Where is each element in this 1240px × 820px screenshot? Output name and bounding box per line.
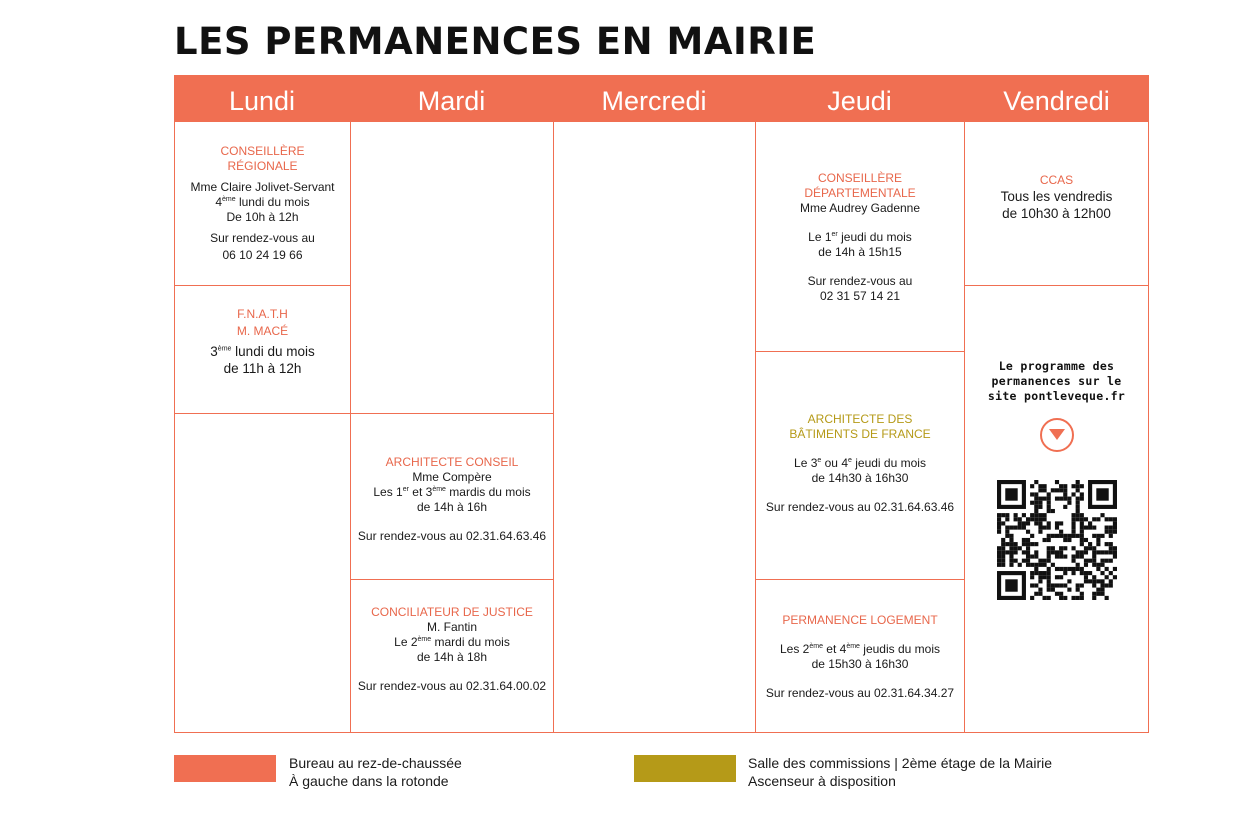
jeudi-conseillere-departementale-cell	[755, 121, 965, 352]
person-name: Mme Compère	[412, 470, 492, 484]
schedule-hours: de 14h à 15h15	[818, 245, 902, 259]
mardi-conciliateur-cell	[350, 579, 554, 733]
day-header-vendredi: Vendredi	[1003, 86, 1110, 116]
mercredi-empty-cell	[553, 121, 756, 733]
schedule-day: Tous les vendredis	[1000, 189, 1113, 204]
lundi-conseillere-regionale-cell	[174, 121, 351, 286]
down-arrow-circle-icon	[1040, 418, 1074, 452]
cell-title: CONCILIATEUR DE JUSTICE	[371, 605, 533, 619]
cell-title: M. MACÉ	[236, 324, 289, 338]
schedule-day: Le 3e ou 4e jeudi du mois	[794, 456, 926, 470]
cell-title: CONSEILLÈRE	[220, 144, 305, 158]
jeudi-abf-cell	[755, 351, 965, 580]
schedule-hours: de 14h à 16h	[416, 500, 488, 514]
person-name: M. Fantin	[426, 620, 477, 634]
schedule-day: Le 2ème mardi du mois	[394, 635, 510, 649]
appointment-text: Sur rendez-vous au	[210, 231, 315, 245]
cell-title: CONSEILLÈRE	[817, 171, 903, 185]
day-header-jeudi: Jeudi	[827, 86, 892, 116]
person-name: Mme Audrey Gadenne	[799, 201, 921, 215]
legend-swatch-orange	[174, 755, 276, 782]
schedule-day: Le 1er jeudi du mois	[808, 230, 912, 244]
cell-title: RÉGIONALE	[227, 159, 298, 173]
website-promo-text: Le programme des permanences sur le site pontleveque.fr	[987, 359, 1126, 403]
legend-text-orange: Bureau au rez-de-chaussée À gauche dans la rotonde	[289, 755, 462, 789]
mardi-empty-cell	[350, 121, 554, 414]
schedule-day: 4ème lundi du mois	[215, 195, 310, 209]
legend-text-gold: Salle des commissions | 2ème étage de la Mairie Ascenseur à disposition	[748, 755, 1053, 789]
day-header-mardi: Mardi	[417, 86, 486, 116]
cell-title: CCAS	[1039, 173, 1074, 187]
cell-title: ARCHITECTE DES	[807, 412, 913, 426]
cell-title: PERMANENCE LOGEMENT	[782, 613, 938, 627]
phone-number: 02 31 57 14 21	[819, 289, 901, 303]
schedule-hours: de 14h30 à 16h30	[811, 471, 909, 485]
appointment-text: Sur rendez-vous au 02.31.64.00.02	[357, 679, 547, 693]
schedule-day: 3ème lundi du mois	[210, 344, 315, 359]
schedule-table	[174, 75, 1149, 733]
qr-code-icon[interactable]	[997, 480, 1117, 600]
vendredi-promo-cell	[964, 285, 1149, 733]
schedule-hours: de 10h30 à 12h00	[1002, 206, 1111, 221]
lundi-empty-cell	[174, 413, 351, 733]
person-name: Mme Claire Jolivet-Servant	[190, 180, 335, 194]
cell-title: F.N.A.T.H	[237, 307, 288, 321]
jeudi-logement-cell	[755, 579, 965, 733]
schedule-day: Les 1er et 3ème mardis du mois	[373, 485, 531, 499]
lundi-fnath-cell	[174, 285, 351, 414]
schedule-hours: de 14h à 18h	[416, 650, 488, 664]
phone-number: 06 10 24 19 66	[222, 248, 303, 262]
schedule-hours: de 15h30 à 16h30	[811, 657, 909, 671]
schedule-hours: De 10h à 12h	[226, 210, 299, 224]
day-header-lundi: Lundi	[228, 86, 296, 116]
schedule-day: Les 2ème et 4ème jeudis du mois	[779, 642, 940, 656]
cell-title: DÉPARTEMENTALE	[804, 186, 916, 200]
legend-swatch-gold	[634, 755, 736, 782]
appointment-text: Sur rendez-vous au 02.31.64.34.27	[765, 686, 955, 700]
schedule-hours: de 11h à 12h	[223, 361, 302, 376]
cell-title: ARCHITECTE CONSEIL	[385, 455, 519, 469]
vendredi-ccas-cell	[964, 121, 1149, 286]
appointment-text: Sur rendez-vous au	[807, 274, 913, 288]
mardi-architecte-conseil-cell	[350, 413, 554, 580]
day-header-mercredi: Mercredi	[601, 86, 707, 116]
appointment-text: Sur rendez-vous au 02.31.64.63.46	[357, 529, 547, 543]
table-header	[174, 75, 1149, 122]
appointment-text: Sur rendez-vous au 02.31.64.63.46	[765, 500, 955, 514]
cell-title: BÂTIMENTS DE FRANCE	[789, 427, 931, 441]
page-title: LES PERMANENCES EN MAIRIE	[174, 20, 817, 63]
